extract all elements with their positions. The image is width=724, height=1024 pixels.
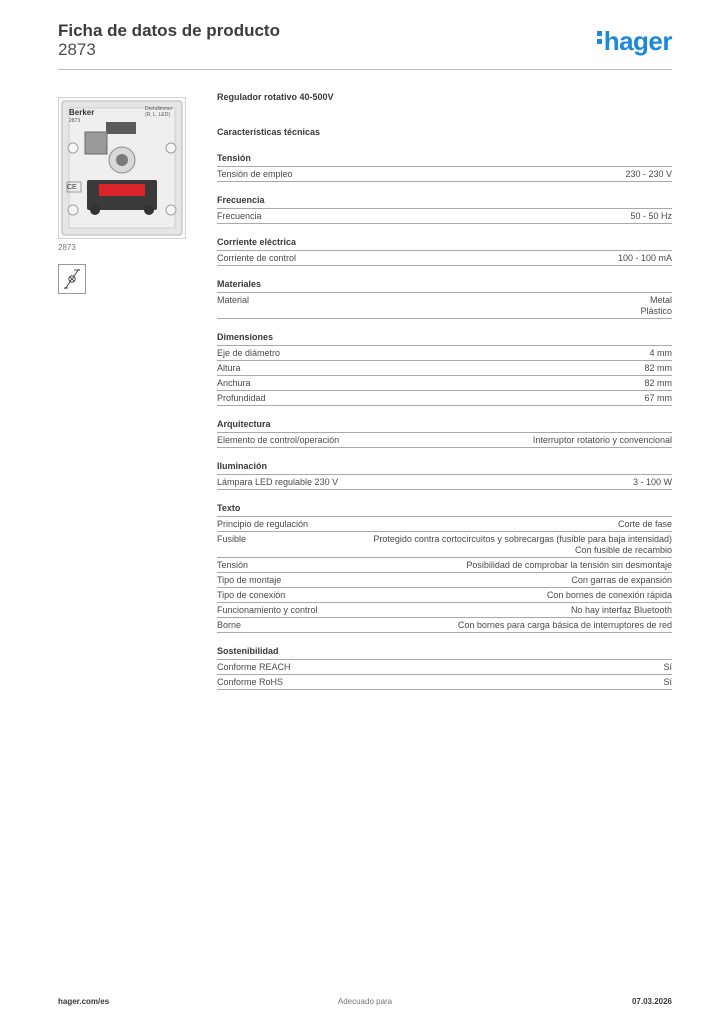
spec-value: [258, 560, 672, 571]
product-image: [58, 97, 186, 239]
spec-group: [217, 332, 672, 406]
spec-group-title: Corriente eléctrica: [217, 237, 672, 251]
spec-label: Lámpara LED regulable 230 V: [217, 477, 339, 487]
footer-center-text: Adecuado para: [337, 997, 393, 1006]
spec-value-line: 230 - 230 V: [625, 169, 672, 179]
product-name: Regulador rotativo 40-500V: [217, 92, 334, 102]
spec-value-line: Protegido contra cortocircuitos y sobrecargas (fusible para baja intensidad): [373, 534, 672, 544]
spec-row: [217, 209, 672, 224]
image-brand: Berker: [69, 108, 95, 117]
dimmer-symbol-icon: [58, 264, 86, 294]
spec-value-line: Con garras de expansión: [571, 575, 672, 585]
svg-text:CE: CE: [67, 184, 77, 191]
spec-group: [217, 646, 672, 690]
spec-row: [217, 660, 672, 675]
spec-group: [217, 419, 672, 448]
spec-value-line: 3 - 100 W: [632, 477, 672, 487]
hager-logo: [597, 26, 672, 56]
spec-group-title: Materiales: [217, 279, 672, 293]
spec-label: Tensión de empleo: [217, 169, 293, 179]
spec-row: [217, 361, 672, 376]
spec-group: [217, 237, 672, 266]
spec-value-line: Con bornes de conexión rápida: [546, 590, 672, 600]
spec-groups: [217, 153, 672, 690]
product-number: 2873: [58, 40, 96, 59]
spec-label: Borne: [217, 620, 242, 630]
spec-value-line: Con bornes para carga básica de interruptores de red: [457, 620, 672, 630]
spec-label: Conforme RoHS: [217, 677, 284, 687]
spec-label: Conforme REACH: [217, 662, 291, 672]
spec-row: [217, 475, 672, 490]
spec-value: [293, 677, 672, 688]
spec-section: [217, 92, 672, 703]
spec-value: [306, 253, 672, 264]
spec-value-line: Posibilidad de comprobar la tensión sin desmontaje: [466, 560, 672, 570]
image-label-line-2: (R, L, LED): [145, 112, 171, 118]
spec-label: Altura: [217, 363, 241, 373]
spec-value: [251, 620, 672, 631]
spec-value: [290, 348, 672, 359]
spec-group-title: Texto: [217, 503, 672, 517]
image-model: 2873: [69, 118, 81, 124]
spec-row: [217, 603, 672, 618]
logo-mark-icon: [597, 31, 602, 47]
spec-value: [295, 590, 672, 601]
spec-label: Material: [217, 295, 250, 305]
dimmer-insert-image: [59, 98, 185, 238]
spec-row: [217, 346, 672, 361]
image-caption: 2873: [58, 243, 76, 252]
spec-value-line: Con fusible de recambio: [574, 545, 672, 555]
page-header: [58, 20, 672, 70]
spec-row: [217, 588, 672, 603]
spec-value-line: Corte de fase: [617, 519, 672, 529]
spec-row: [217, 433, 672, 448]
spec-label: Profundidad: [217, 393, 266, 403]
spec-group-title: Iluminación: [217, 461, 672, 475]
spec-group: [217, 195, 672, 224]
spec-value: [251, 363, 672, 374]
spec-group: [217, 153, 672, 182]
spec-value: [349, 435, 672, 446]
spec-value: [348, 477, 672, 488]
spec-label: Tensión: [217, 560, 249, 570]
spec-label: Funcionamiento y control: [217, 605, 318, 615]
spec-label: Tipo de conexión: [217, 590, 286, 600]
spec-group-title: Tensión: [217, 153, 672, 167]
spec-row: [217, 517, 672, 532]
spec-row: [217, 558, 672, 573]
spec-group-title: Frecuencia: [217, 195, 672, 209]
spec-row: [217, 532, 672, 558]
spec-label: Corriente de control: [217, 253, 297, 263]
spec-row: [217, 391, 672, 406]
spec-value: [259, 295, 672, 317]
spec-value-line: No hay interfaz Bluetooth: [570, 605, 672, 615]
spec-label: Frecuencia: [217, 211, 262, 221]
spec-group: [217, 503, 672, 633]
spec-row: [217, 293, 672, 319]
spec-heading: Características técnicas: [217, 127, 321, 137]
spec-value: [328, 605, 672, 616]
spec-value: [272, 211, 672, 222]
spec-group-title: Sostenibilidad: [217, 646, 672, 660]
spec-row: [217, 675, 672, 690]
spec-group-title: Arquitectura: [217, 419, 672, 433]
spec-value: [256, 534, 672, 556]
spec-group: [217, 461, 672, 490]
logo-text: hager: [603, 26, 672, 56]
spec-value-line: Sí: [663, 662, 672, 672]
spec-group-title: Dimensiones: [217, 332, 672, 346]
spec-label: Elemento de control/operación: [217, 435, 340, 445]
spec-value: [301, 662, 672, 673]
spec-value-line: 82 mm: [644, 378, 672, 388]
spec-value-line: 50 - 50 Hz: [630, 211, 672, 221]
image-label-line-1: Drehdimmer: [145, 106, 173, 112]
spec-label: Principio de regulación: [217, 519, 309, 529]
spec-row: [217, 167, 672, 182]
spec-value: [276, 393, 672, 404]
spec-value-line: 4 mm: [649, 348, 672, 358]
spec-value-line: 67 mm: [644, 393, 672, 403]
spec-row: [217, 573, 672, 588]
spec-value-line: Plástico: [640, 306, 672, 316]
spec-row: [217, 618, 672, 633]
spec-group: [217, 279, 672, 319]
spec-value-line: 82 mm: [644, 363, 672, 373]
spec-value-line: 100 - 100 mA: [617, 253, 672, 263]
spec-value: [303, 169, 672, 180]
spec-value-line: Interruptor rotatorio y convencional: [532, 435, 672, 445]
spec-value-line: Sí: [663, 677, 672, 687]
footer-website: hager.com/es: [58, 997, 110, 1006]
page-title: Ficha de datos de producto: [58, 21, 280, 40]
spec-value: [261, 378, 672, 389]
spec-value-line: Metal: [649, 295, 672, 305]
footer-date: 07.03.2026: [631, 997, 672, 1006]
spec-label: Fusible: [217, 534, 247, 544]
spec-label: Eje de diámetro: [217, 348, 281, 358]
spec-row: [217, 251, 672, 266]
spec-value: [318, 519, 672, 530]
spec-value: [291, 575, 672, 586]
spec-row: [217, 376, 672, 391]
spec-label: Anchura: [217, 378, 251, 388]
spec-label: Tipo de montaje: [217, 575, 282, 585]
